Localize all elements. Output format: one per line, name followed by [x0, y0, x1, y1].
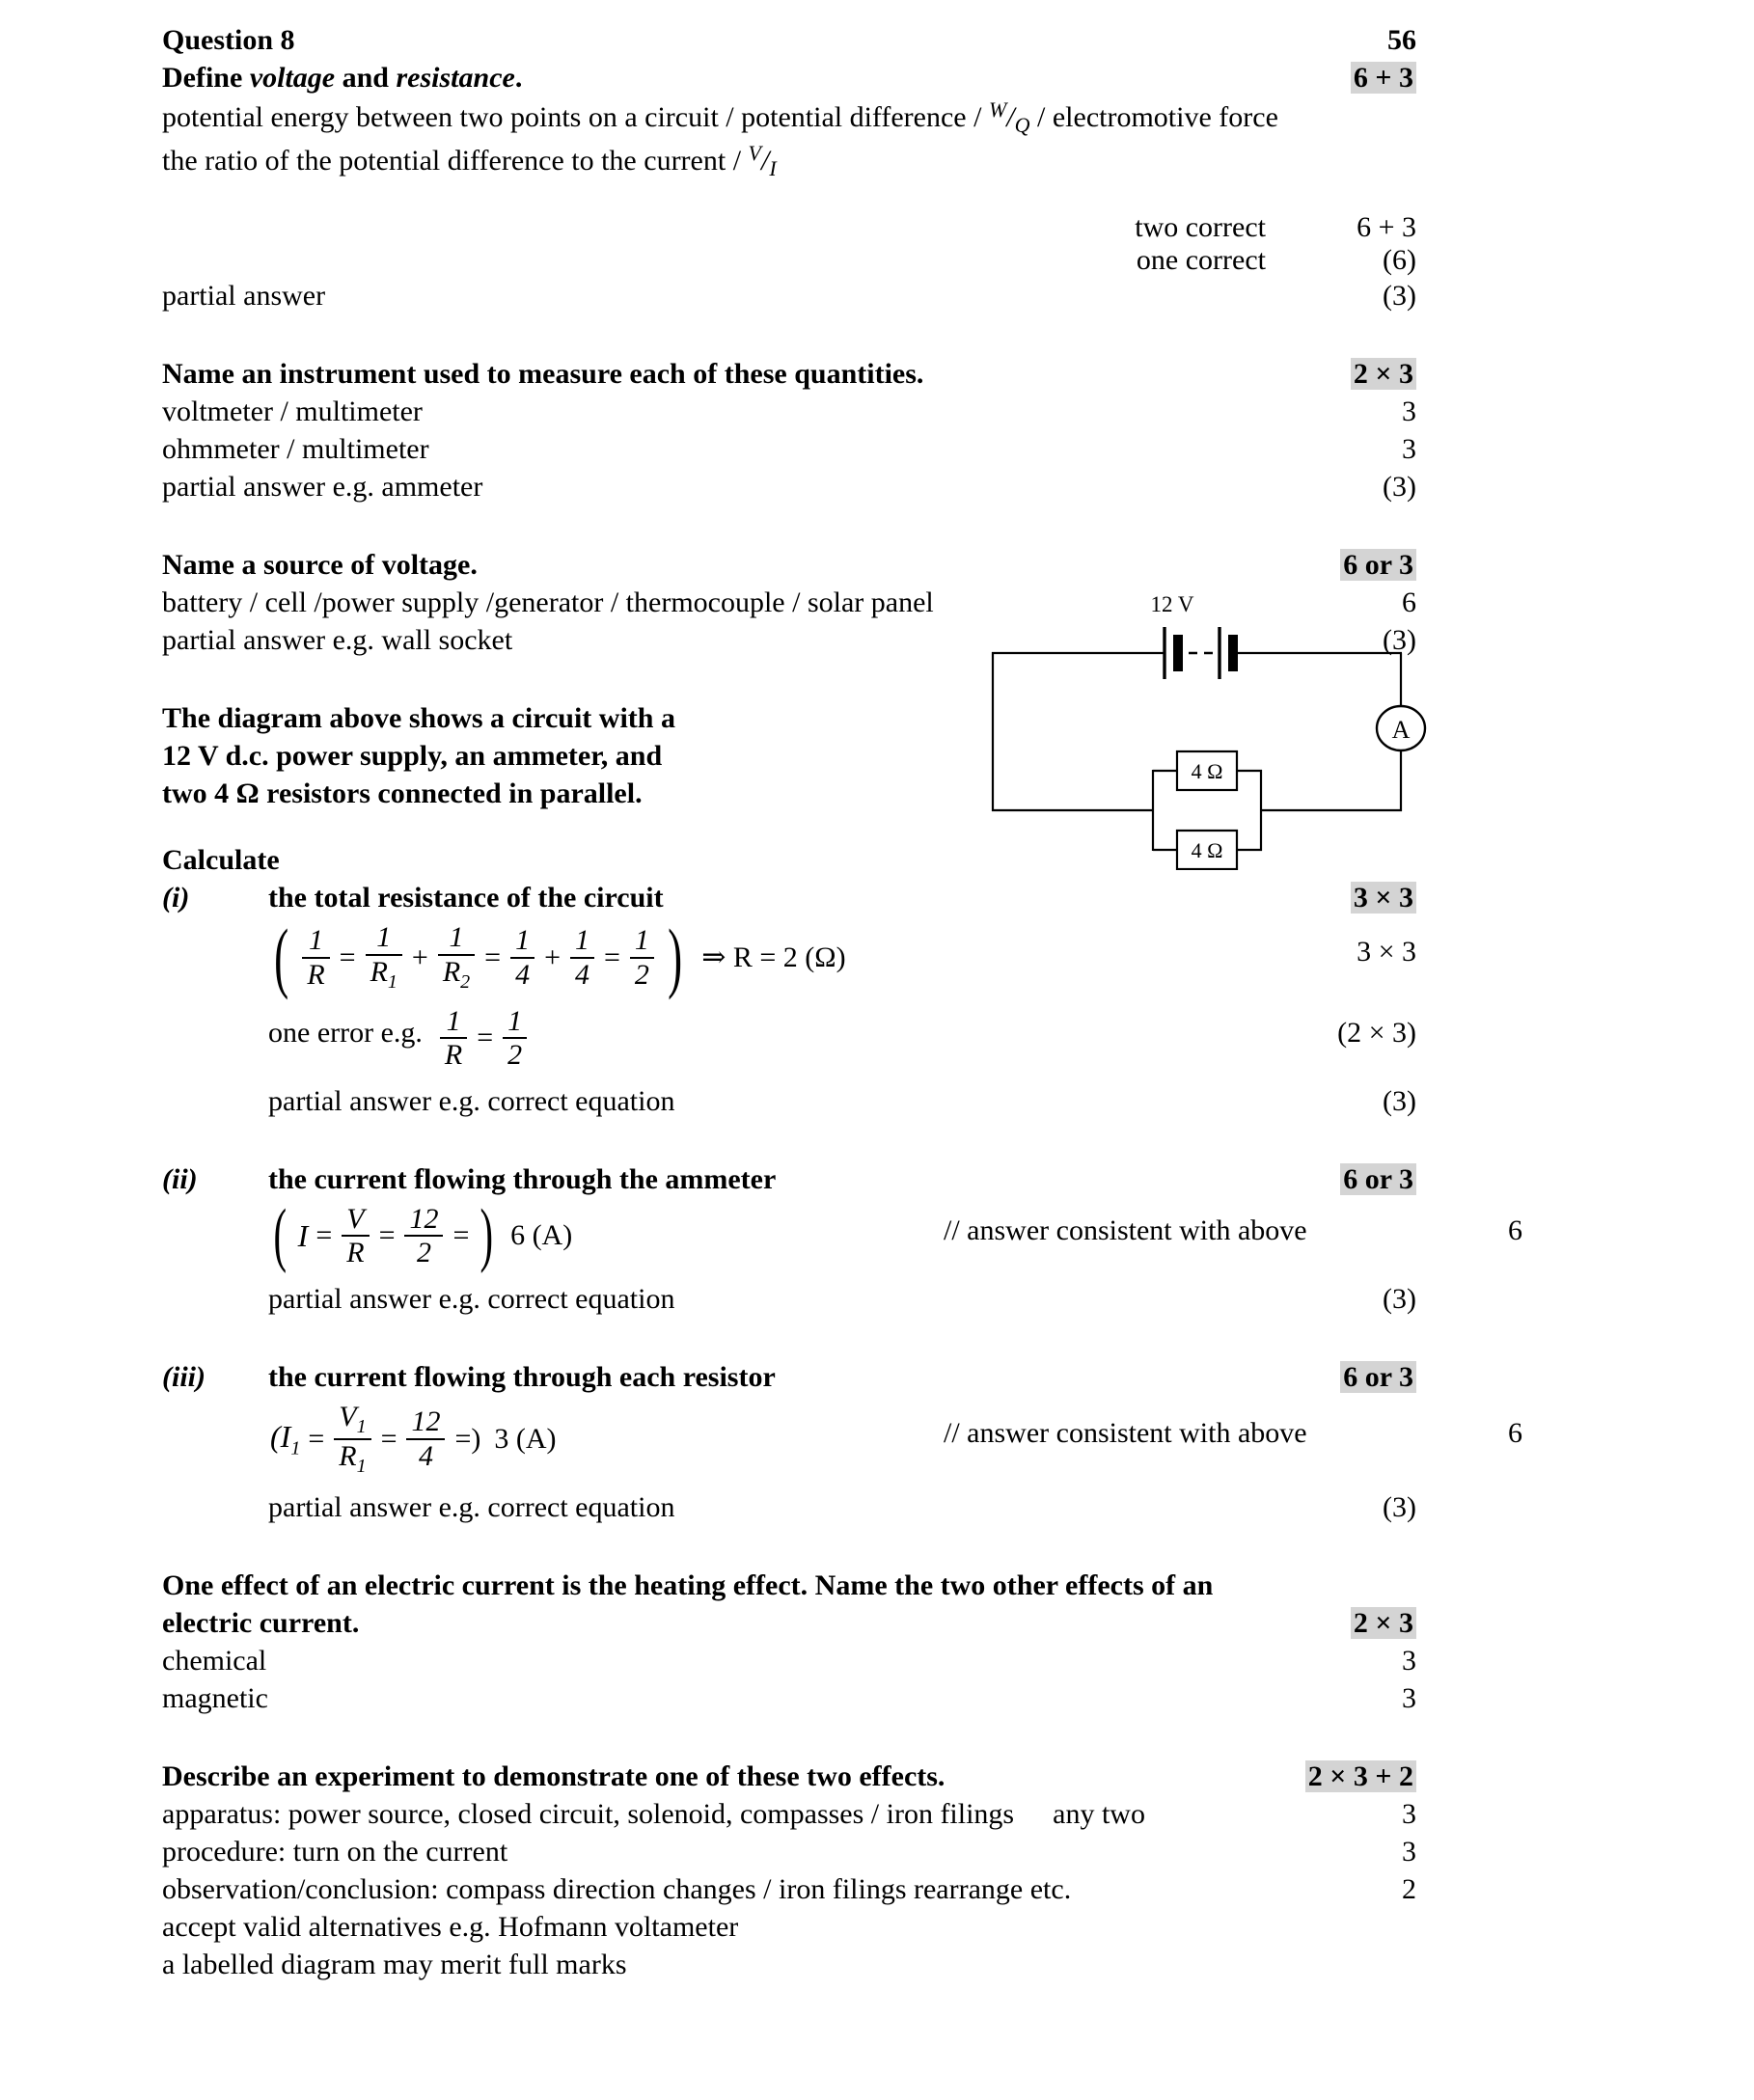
- part-i-error-mark: (2 × 3): [1337, 1016, 1416, 1049]
- part-i-prompt: [162, 879, 1301, 916]
- source-mark-2: (3): [1383, 624, 1416, 657]
- frac-1-R1-den-base: R: [370, 955, 388, 988]
- experiment-answer-5: a labelled diagram may merit full marks: [162, 1948, 627, 1980]
- two-correct-label: two correct: [1135, 211, 1266, 244]
- frac-V1-num-sub: 1: [356, 1415, 367, 1437]
- part-iii-lead: [268, 1419, 302, 1459]
- frac-R-den: R: [342, 1235, 369, 1268]
- effects-heading-line-1: One effect of an electric current is the heating effect. Name the two other effects of an: [162, 1568, 1214, 1601]
- frac-1-R1-den-sub: 1: [387, 970, 397, 993]
- effects-mark-1: 3: [1402, 1644, 1416, 1677]
- part-i-equation-mark: 3 × 3: [1357, 936, 1416, 968]
- source-mark: 6 or 3: [1340, 549, 1416, 581]
- error-frac-2-num: 1: [507, 1004, 523, 1037]
- eq-op-2: =: [484, 941, 502, 973]
- calculate-heading: Calculate: [162, 844, 280, 877]
- instruments-answer-3: partial answer e.g. ammeter: [162, 471, 483, 504]
- experiment-row-3: [162, 1870, 1416, 1908]
- frac-R1-den-sub: 1: [356, 1455, 367, 1477]
- part-ii-answer: 6 (A): [510, 1219, 573, 1252]
- resistor-bottom-label: 4 Ω: [1191, 838, 1223, 862]
- frac-1-R-num: 1: [308, 924, 323, 957]
- part-ii-eq-sign-2: =: [378, 1219, 396, 1252]
- define-heading-voltage: voltage: [249, 62, 336, 94]
- part-iii-number: (iii): [162, 1360, 206, 1393]
- frac-V-over-R: [342, 1204, 369, 1268]
- ammeter-label: A: [1391, 716, 1411, 744]
- part-ii-equation-body: [268, 1195, 944, 1275]
- part-ii-prompt-row: [162, 1160, 1416, 1198]
- frac-1-over-R: [302, 925, 329, 990]
- effects-row-1: [162, 1642, 1416, 1679]
- instruments-mark-1: 3: [1402, 395, 1416, 428]
- frac-1-R2-den: [438, 954, 475, 993]
- resistor-top-label: 4 Ω: [1191, 759, 1223, 783]
- part-iii-prompt-text: the current flowing through each resistor: [268, 1360, 776, 1393]
- frac-1-R-den: R: [302, 957, 329, 991]
- source-row-2: [162, 621, 1416, 659]
- effects-heading-row-2: [162, 1604, 1416, 1642]
- effects-mark-2: 3: [1402, 1681, 1416, 1714]
- experiment-mark: 2 × 3 + 2: [1305, 1760, 1416, 1792]
- define-answer-2-pre: the ratio of the potential difference to the current /: [162, 144, 749, 177]
- define-heading-row: [162, 59, 1416, 96]
- part-ii-eq-sign-1: =: [315, 1219, 333, 1252]
- part-iii-prompt-row: [162, 1358, 1416, 1396]
- frac-V1-num-base: V: [339, 1400, 357, 1432]
- experiment-mark-1: 3: [1402, 1797, 1416, 1830]
- instruments-heading-row: [162, 355, 1416, 393]
- frac-1-2-num: 1: [634, 924, 649, 957]
- part-iii-eq-sign-1: =: [308, 1422, 325, 1455]
- define-answer-1: [162, 96, 1416, 140]
- define-heading-p4: .: [514, 62, 523, 94]
- part-i-equation-row: [162, 913, 1416, 1001]
- experiment-mark-2: 3: [1402, 1835, 1416, 1868]
- effects-mark: 2 × 3: [1351, 1607, 1416, 1639]
- source-mark-1: 6: [1402, 586, 1416, 619]
- document-body: [162, 21, 1522, 1983]
- experiment-row-2: [162, 1833, 1416, 1870]
- eq-op-1: +: [411, 941, 428, 973]
- part-ii-equation-row: [162, 1195, 1522, 1275]
- fraction-w-over-q: $^W/_Q$: [988, 97, 1030, 138]
- frac-4-den: 4: [406, 1438, 445, 1472]
- part-ii-prompt: [162, 1160, 1301, 1198]
- instruments-row-1: [162, 393, 1416, 430]
- page-title: Question 8: [162, 24, 295, 56]
- part-iii-prompt: [162, 1358, 1301, 1396]
- part-iii-eq-sign-3: =): [454, 1422, 481, 1455]
- two-correct-row: [162, 211, 1416, 244]
- effects-answer-1: chemical: [162, 1644, 267, 1677]
- eq-op-0: =: [339, 941, 356, 973]
- frac-12-over-2: [404, 1204, 443, 1268]
- close-paren-ii: ): [480, 1195, 494, 1275]
- part-i-partial-row: [162, 1082, 1416, 1120]
- effects-answer-2: magnetic: [162, 1681, 268, 1714]
- effects-heading-row-1: [162, 1567, 1416, 1604]
- frac-1-over-R1: [366, 922, 402, 993]
- instruments-mark-2: 3: [1402, 433, 1416, 466]
- experiment-row-5: [162, 1946, 1416, 1983]
- part-i-result: ⇒ R = 2 (Ω): [701, 941, 846, 974]
- part-ii-mark-cell: [1301, 1160, 1416, 1198]
- instruments-row-3: [162, 468, 1416, 505]
- part-iii-equation: [162, 1402, 1407, 1477]
- define-mark: 6 + 3: [1351, 62, 1416, 94]
- part-iii-mark: 6 or 3: [1340, 1361, 1416, 1393]
- part-iii-equation-row: [162, 1400, 1522, 1477]
- part-iii-partial-row: [162, 1488, 1416, 1526]
- frac-V1-over-R1: [334, 1402, 370, 1477]
- frac-2-den: 2: [404, 1235, 443, 1268]
- part-iii-equation-body: [268, 1402, 944, 1477]
- part-ii-mark: 6 or 3: [1340, 1163, 1416, 1195]
- diagram-text-row-2: [162, 737, 1416, 775]
- experiment-answer-4: accept valid alternatives e.g. Hofmann voltameter: [162, 1910, 739, 1943]
- fraction-w-numerator: W: [988, 97, 1007, 122]
- part-ii-equation: [162, 1195, 1407, 1275]
- part-i-number: (i): [162, 882, 190, 914]
- frac-12-num: 12: [409, 1202, 439, 1235]
- source-row-1: [162, 584, 1416, 621]
- frac-1-over-R2: [438, 922, 475, 993]
- define-answer-1-pre: potential energy between two points on a circuit / potential difference /: [162, 100, 989, 133]
- define-answer-1-post: / electromotive force: [1029, 100, 1278, 133]
- frac-1-over-2: [630, 925, 654, 990]
- part-i-error-label: one error e.g.: [268, 1016, 423, 1049]
- part-ii-note: // answer consistent with above: [944, 1214, 1307, 1246]
- part-ii-equation-mark: 6: [1508, 1214, 1522, 1246]
- frac-12-over-4: [406, 1406, 445, 1471]
- frac-1-4a-num: 1: [515, 924, 531, 957]
- diagram-text-line-1: The diagram above shows a circuit with a: [162, 702, 675, 735]
- error-frac-2-den: 2: [503, 1037, 527, 1071]
- instruments-mark: 2 × 3: [1351, 358, 1416, 390]
- experiment-heading: Describe an experiment to demonstrate one of these two effects.: [162, 1759, 946, 1792]
- fraction-v-numerator: V: [748, 140, 761, 165]
- source-heading: Name a source of voltage.: [162, 549, 478, 582]
- two-correct-mark: 6 + 3: [1357, 211, 1416, 244]
- eq-op-3: +: [544, 941, 561, 973]
- frac-1-4b-den: 4: [570, 957, 594, 991]
- instruments-heading: Name an instrument used to measure each of these quantities.: [162, 358, 924, 391]
- calculate-heading-row: [162, 841, 1416, 879]
- define-heading-resistance: resistance: [396, 62, 515, 94]
- part-iii-partial-mark: (3): [1383, 1490, 1416, 1523]
- fraction-i-denominator: I: [769, 155, 777, 180]
- experiment-row-1: [162, 1795, 1416, 1833]
- define-answer-row-1: [162, 96, 1416, 140]
- part-i-prompt-row: [162, 879, 1416, 916]
- part-iii-mark-cell: [1301, 1358, 1416, 1396]
- frac-1-R1-num: 1: [376, 921, 392, 954]
- open-paren: (: [274, 913, 289, 1001]
- total-marks: 56: [1387, 24, 1416, 56]
- source-answer-1: battery / cell /power supply /generator / thermocouple / solar panel: [162, 586, 934, 619]
- define-partial-row: [162, 277, 1416, 314]
- frac-1-R2-den-sub: 2: [460, 970, 471, 993]
- error-op: =: [477, 1022, 494, 1054]
- experiment-heading-row: [162, 1758, 1416, 1795]
- effects-mark-cell: [1301, 1604, 1416, 1642]
- source-answer-2: partial answer e.g. wall socket: [162, 624, 513, 657]
- eq-op-4: =: [603, 941, 620, 973]
- frac-1-R2-den-base: R: [442, 955, 461, 988]
- part-ii-note-cell: [944, 1214, 1407, 1247]
- part-iii-equation-mark: 6: [1508, 1417, 1522, 1450]
- supply-voltage-label: 12 V: [1150, 592, 1194, 616]
- source-heading-row: [162, 546, 1416, 584]
- frac-V1-num: [334, 1402, 370, 1438]
- frac-R1-den: [334, 1438, 370, 1477]
- frac-1-2-den: 2: [630, 957, 654, 991]
- instruments-mark-3: (3): [1383, 471, 1416, 504]
- part-iii-note: // answer consistent with above: [944, 1417, 1307, 1450]
- question-header-row: [162, 21, 1416, 59]
- frac-1-R1-den: [366, 954, 402, 993]
- define-mark-cell: [1301, 59, 1416, 96]
- define-partial-label: partial answer: [162, 280, 326, 313]
- define-answer-2: [162, 140, 1416, 183]
- diagram-text-row-1: [162, 699, 1416, 737]
- instruments-row-2: [162, 430, 1416, 468]
- frac-1-4b-num: 1: [574, 924, 589, 957]
- diagram-text-row-3: [162, 775, 1416, 812]
- diagram-text-line-3: two 4 Ω resistors connected in parallel.: [162, 777, 643, 810]
- part-ii-eq-sign-3: =: [452, 1219, 470, 1252]
- experiment-qualifier-1: any two: [1053, 1797, 1145, 1830]
- frac-12b-num: 12: [411, 1405, 441, 1438]
- part-i-error: [162, 1006, 1301, 1071]
- part-i-mark: 3 × 3: [1351, 882, 1416, 914]
- part-iii-eq-sign-2: =: [380, 1422, 397, 1455]
- experiment-answer-3: observation/conclusion: compass direction changes / iron filings rearrange etc.: [162, 1872, 1072, 1905]
- experiment-answer-2: procedure: turn on the current: [162, 1835, 508, 1868]
- part-ii-lead-I: I: [297, 1217, 309, 1253]
- part-iii-partial-label: partial answer e.g. correct equation: [268, 1490, 675, 1523]
- experiment-answer-1-text: apparatus: power source, closed circuit, solenoid, compasses / iron filings: [162, 1797, 1015, 1830]
- open-paren-ii: (: [273, 1195, 288, 1275]
- error-frac-1-over-2: [503, 1006, 527, 1071]
- close-paren: ): [668, 913, 683, 1001]
- frac-1-4a-den: 4: [510, 957, 534, 991]
- part-ii-partial-label: partial answer e.g. correct equation: [268, 1282, 675, 1315]
- define-heading: [162, 59, 1301, 96]
- frac-1-R2-num: 1: [449, 921, 464, 954]
- define-heading-p2: and: [335, 62, 397, 94]
- error-frac-1-num: 1: [446, 1004, 461, 1037]
- part-i-equation: [162, 913, 1301, 1001]
- instruments-answer-1: voltmeter / multimeter: [162, 395, 423, 428]
- instruments-answer-2: ohmmeter / multimeter: [162, 433, 429, 466]
- source-mark-cell: [1301, 546, 1416, 584]
- part-ii-partial-row: [162, 1280, 1416, 1318]
- part-iii-answer: 3 (A): [494, 1422, 557, 1455]
- define-partial-mark: (3): [1383, 280, 1416, 313]
- one-correct-mark: (6): [1383, 244, 1416, 277]
- frac-1-over-4a: [510, 925, 534, 990]
- one-correct-row: [162, 244, 1416, 277]
- part-i-prompt-text: the total resistance of the circuit: [268, 882, 664, 914]
- part-iii-note-cell: [944, 1417, 1407, 1450]
- define-heading-p0: Define: [162, 62, 250, 94]
- fraction-v-over-i: $^V/_I$: [748, 140, 777, 180]
- effects-heading-line-2: electric current.: [162, 1606, 360, 1639]
- part-iii-lead-I: (I: [270, 1418, 291, 1454]
- error-frac-1-den: R: [440, 1037, 467, 1071]
- one-correct-label: one correct: [1136, 244, 1266, 277]
- define-answer-row-2: [162, 140, 1416, 183]
- part-i-error-row: [162, 1006, 1416, 1071]
- diagram-text-line-2: 12 V d.c. power supply, an ammeter, and: [162, 740, 663, 773]
- part-ii-number: (ii): [162, 1162, 198, 1195]
- frac-V-num: V: [346, 1202, 365, 1235]
- experiment-answer-1: [162, 1795, 1301, 1833]
- instruments-mark-cell: [1301, 355, 1416, 393]
- part-iii-lead-sub: 1: [290, 1436, 301, 1459]
- part-ii-partial-mark: (3): [1383, 1282, 1416, 1315]
- experiment-row-4: [162, 1908, 1416, 1946]
- error-frac-1-over-R: [440, 1006, 467, 1071]
- experiment-mark-cell: [1243, 1758, 1416, 1795]
- fraction-q-denominator: Q: [1014, 113, 1030, 138]
- part-i-mark-cell: [1301, 879, 1416, 916]
- part-ii-prompt-text: the current flowing through the ammeter: [268, 1162, 777, 1195]
- part-i-partial-mark: (3): [1383, 1084, 1416, 1117]
- frac-1-over-4b: [570, 925, 594, 990]
- effects-row-2: [162, 1679, 1416, 1717]
- part-i-partial-label: partial answer e.g. correct equation: [268, 1084, 675, 1117]
- frac-R1-den-base: R: [339, 1439, 357, 1472]
- experiment-mark-3: 2: [1402, 1872, 1416, 1905]
